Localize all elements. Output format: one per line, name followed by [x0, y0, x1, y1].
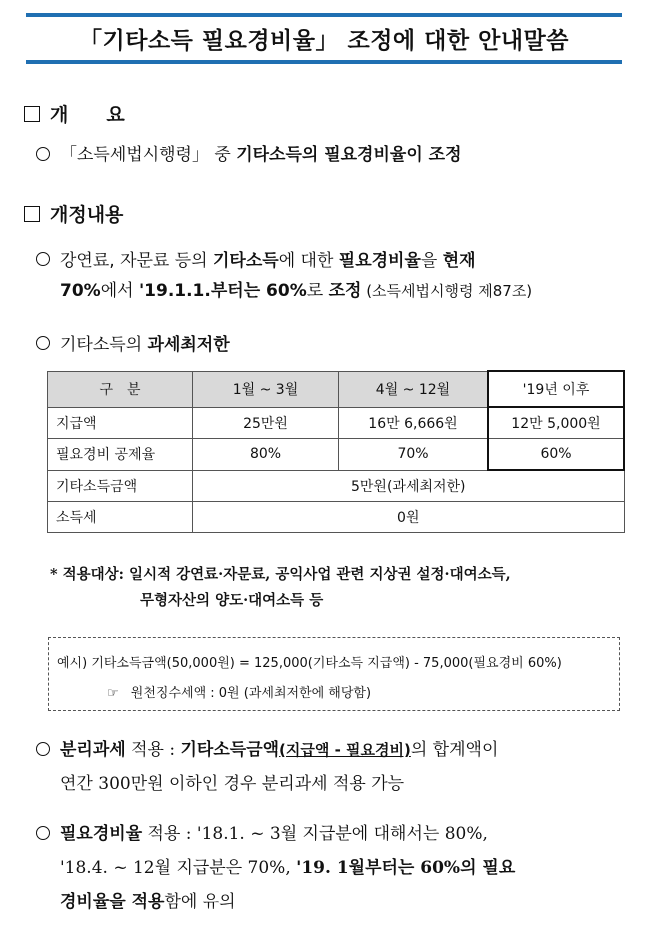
row-label: 기타소득금액	[48, 470, 193, 502]
separate-tax-bullet	[36, 733, 626, 801]
square-bullet-icon	[24, 106, 40, 122]
text: 함에 유의	[164, 892, 236, 912]
circle-bullet-icon	[36, 742, 50, 756]
section-changes-label: 개정내용	[50, 204, 124, 226]
text: 을	[420, 251, 443, 271]
table-cell: 80%	[193, 439, 339, 471]
section-overview	[24, 100, 125, 127]
header-cell: 4월 ~ 12월	[339, 371, 489, 407]
applicable-targets-note	[50, 562, 511, 614]
overview-bullet	[36, 140, 626, 170]
text: 적용 : '18.1. ~ 3월 지급분에 대해서는 80%,	[142, 824, 488, 844]
bold-text: 현재	[442, 251, 476, 271]
table-header-row	[48, 371, 625, 407]
circle-bullet-icon	[36, 336, 50, 350]
bold-text: '19.1.1.부터는 60%	[138, 281, 307, 301]
expense-rate-bullet	[36, 817, 626, 919]
page-title: 「기타소득 필요경비율」 조정에 대한 안내말씀	[79, 28, 569, 54]
change-bullet-2	[36, 330, 626, 360]
example-line-2	[107, 682, 371, 701]
bold-text: 과세최저한	[147, 335, 230, 355]
text: 강연료, 자문료 등의	[60, 251, 213, 271]
bold-text: 필요경비율	[338, 251, 421, 271]
example-line: 예시) 기타소득금액(50,000원) = 125,000(기타소득 지급액) - 75,000(필요경비 60%)	[57, 656, 562, 671]
overview-prefix: 「소득세법시행령」 중	[60, 145, 237, 165]
text: 에 대한	[278, 251, 339, 271]
circle-bullet-icon	[36, 252, 50, 266]
change-bullet-1-line2	[36, 276, 626, 306]
title-banner	[26, 13, 622, 64]
square-bullet-icon	[24, 206, 40, 222]
text: 연간 300만원 이하인 경우 분리과세 적용 가능	[60, 774, 405, 794]
text: 원천징수세액 : 0원 (과세최저한에 해당함)	[130, 686, 372, 701]
table-cell: 12만 5,000원	[488, 407, 624, 439]
bold-text: 경비율을 적용	[60, 892, 165, 912]
bold-text: (지급액 - 필요경비)	[279, 741, 411, 759]
table-cell: 5만원(과세최저한)	[193, 470, 625, 502]
circle-bullet-icon	[36, 826, 50, 840]
bold-text: '19. 1월부터는 60%의 필요	[296, 858, 516, 878]
tax-threshold-table	[47, 370, 625, 533]
bold-text: 기타소득금액	[180, 740, 280, 760]
table-cell: 0원	[193, 502, 625, 533]
row-label: 필요경비 공제율	[48, 439, 193, 471]
table-row	[48, 470, 625, 502]
table-row	[48, 407, 625, 439]
bold-text: 조정	[328, 281, 362, 301]
section-changes	[24, 200, 123, 227]
header-cell: '19년 이후	[488, 371, 624, 407]
header-cell: 1월 ~ 3월	[193, 371, 339, 407]
section-overview-label: 개 요	[50, 104, 125, 126]
bold-text: 기타소득	[213, 251, 279, 271]
bold-text: 필요경비율	[60, 824, 143, 844]
header-cell: 구 분	[48, 371, 193, 407]
text: 의 합계액이	[410, 740, 499, 760]
bold-text: 70%	[60, 281, 101, 301]
bold-text: 분리과세	[60, 740, 126, 760]
table-row	[48, 439, 625, 471]
text: 로	[306, 281, 329, 301]
change-bullet-1	[36, 246, 626, 306]
text: (소득세법시행령 제87조)	[361, 282, 533, 300]
text: 에서	[100, 281, 139, 301]
circle-bullet-icon	[36, 147, 50, 161]
table-cell: 16만 6,666원	[339, 407, 489, 439]
expense-rate-line2	[36, 851, 626, 885]
text: 기타소득의	[60, 335, 148, 355]
expense-rate-line3	[36, 885, 626, 919]
row-label: 지급액	[48, 407, 193, 439]
table-row	[48, 502, 625, 533]
table-cell: 25만원	[193, 407, 339, 439]
overview-bold: 기타소득의 필요경비율이 조정	[236, 145, 462, 165]
example-box	[48, 637, 620, 711]
pointing-hand-icon: ☞	[107, 686, 119, 701]
text: 적용 :	[125, 740, 181, 760]
table-cell: 60%	[488, 439, 624, 471]
row-label: 소득세	[48, 502, 193, 533]
table-cell: 70%	[339, 439, 489, 471]
note-line: 무형자산의 양도·대여소득 등	[140, 592, 324, 609]
text: '18.4. ~ 12월 지급분은 70%,	[60, 858, 297, 878]
note-line: * 적용대상: 일시적 강연료·자문료, 공익사업 관련 지상권 설정·대여소득,	[50, 566, 511, 583]
